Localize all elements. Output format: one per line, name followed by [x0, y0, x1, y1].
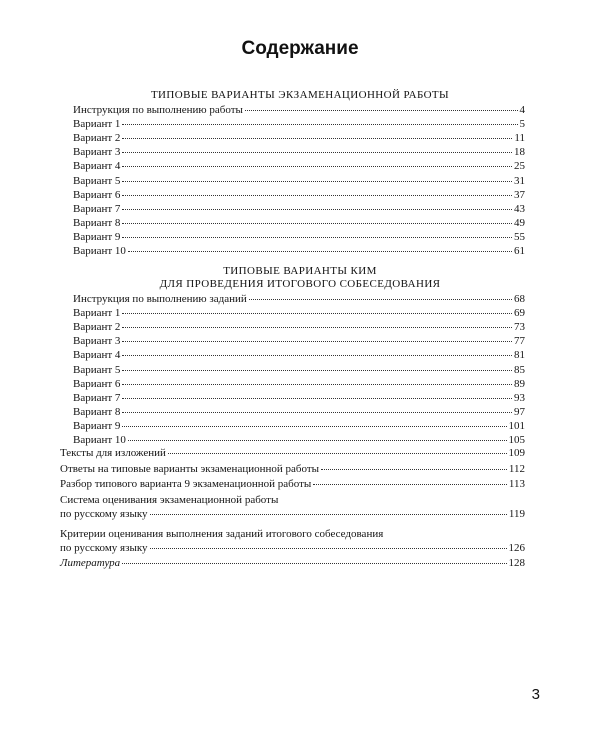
leader-dots: [128, 440, 507, 441]
section1-entry: [73, 104, 525, 117]
criteria-entry-page: 126: [508, 542, 525, 554]
leader-dots: [122, 398, 512, 399]
criteria-entry-line1: Критерии оценивания выполнения заданий итогового собеседования: [60, 528, 384, 540]
leader-dots: [122, 341, 512, 342]
section1-entry-page: 43: [514, 202, 525, 215]
section1-entry-label: Вариант 4: [73, 160, 121, 173]
system-entry-line2: по русскому языку: [60, 508, 148, 520]
leader-dots: [245, 110, 518, 111]
leader-dots: [122, 370, 512, 371]
section1-entry-page: 61: [514, 245, 525, 257]
system-entry-page: 119: [508, 508, 525, 520]
leader-dots: [122, 152, 512, 153]
section2-entry-page: 97: [514, 405, 525, 418]
section2-entry: [73, 307, 525, 320]
leader-dots: [122, 209, 512, 210]
section1-entry: [73, 146, 525, 159]
section1-entry-label: Вариант 7: [73, 202, 121, 215]
leader-dots: [122, 426, 506, 427]
leader-dots: [122, 223, 512, 224]
section1-entry-label: Вариант 9: [73, 230, 121, 243]
section2-entry-label: Инструкция по выполнению заданий: [73, 293, 247, 305]
literature-page: 128: [508, 557, 525, 569]
section2-entry: [73, 378, 525, 391]
section1-entry: [73, 245, 525, 258]
section1-entry: [73, 203, 525, 216]
section2-entry: [73, 349, 525, 362]
section1-entry-label: Вариант 3: [73, 146, 121, 159]
section1-heading: [60, 89, 540, 102]
section1-entry-label: Вариант 2: [73, 132, 121, 145]
section2-entry-label: Вариант 2: [73, 321, 121, 334]
leader-dots: [122, 237, 512, 238]
section2-entry: [73, 392, 525, 405]
section2-entry-page: 105: [508, 434, 525, 446]
section2-entry: [73, 293, 525, 306]
section1-entry: [73, 231, 525, 244]
section2-entry: [73, 364, 525, 377]
leader-dots: [313, 484, 507, 485]
section2-entry: [73, 420, 525, 433]
misc-entry-page: 112: [508, 462, 525, 475]
section1-entry-page: 49: [514, 216, 525, 229]
section1-entry-page: 11: [514, 132, 525, 145]
section2-heading-line2: ДЛЯ ПРОВЕДЕНИЯ ИТОГОВОГО СОБЕСЕДОВАНИЯ: [159, 278, 441, 290]
section1-entry: [73, 160, 525, 173]
criteria-entry-line2: по русскому языку: [60, 542, 148, 554]
misc-entry-label: Ответы на типовые варианты экзаменационной работы: [60, 462, 320, 475]
section2-entry-label: Вариант 4: [73, 349, 121, 362]
section2-entry-label: Вариант 10: [73, 434, 126, 446]
section1-entry-page: 4: [519, 104, 525, 116]
section1-entry-page: 55: [514, 230, 525, 243]
section1-entry-page: 25: [514, 160, 525, 173]
leader-dots: [122, 181, 512, 182]
section2-entry-page: 81: [514, 349, 525, 362]
section1-entry: [73, 217, 525, 230]
leader-dots: [168, 453, 507, 454]
section1-heading-text: ТИПОВЫЕ ВАРИАНТЫ ЭКЗАМЕНАЦИОННОЙ РАБОТЫ: [150, 89, 450, 101]
leader-dots: [122, 138, 512, 139]
leader-dots: [122, 384, 512, 385]
section1-entry-label: Вариант 8: [73, 216, 121, 229]
section2-entry-label: Вариант 8: [73, 405, 121, 418]
misc-entry-label: Тексты для изложений: [60, 447, 166, 459]
leader-dots: [122, 195, 512, 196]
section1-entry: [73, 189, 525, 202]
section2-entry: [73, 335, 525, 348]
section1-entry-page: 5: [519, 118, 525, 131]
section2-entry-label: Вариант 6: [73, 377, 121, 390]
section1-entry-page: 37: [514, 188, 525, 201]
leader-dots: [122, 412, 512, 413]
leader-dots: [122, 166, 512, 167]
literature-entry: [60, 557, 525, 570]
section2-entry-label: Вариант 9: [73, 419, 121, 432]
section2-entry-page: 69: [514, 307, 525, 320]
leader-dots: [122, 355, 512, 356]
section1-entry-label: Инструкция по выполнению работы: [73, 104, 243, 116]
section1-entry-label: Вариант 10: [73, 245, 126, 257]
criteria-entry: [60, 542, 525, 555]
section2-entry-page: 93: [514, 391, 525, 404]
section2-entry-page: 101: [508, 419, 525, 432]
section1-entry: [73, 175, 525, 188]
leader-dots: [122, 124, 517, 125]
system-entry: [60, 508, 525, 521]
leader-dots: [249, 299, 512, 300]
section2-entry: [73, 406, 525, 419]
misc-entry: [60, 463, 525, 476]
system-entry-line1: Система оценивания экзаменационной работы: [60, 494, 279, 506]
section2-heading: [60, 265, 540, 291]
misc-entry-page: 109: [508, 447, 525, 459]
section1-entry: [73, 132, 525, 145]
leader-dots: [150, 548, 507, 549]
section1-entry: [73, 118, 525, 131]
section2-entry-page: 68: [514, 293, 525, 305]
misc-entry-label: Разбор типового варианта 9 экзаменационной работы: [60, 478, 312, 491]
misc-entry: [60, 478, 525, 491]
section1-entry-label: Вариант 6: [73, 188, 121, 201]
page-number: 3: [531, 686, 540, 703]
leader-dots: [122, 313, 512, 314]
section2-entry-page: 85: [514, 363, 525, 376]
section2-entry-label: Вариант 1: [73, 307, 121, 320]
section2-entry-label: Вариант 7: [73, 391, 121, 404]
leader-dots: [128, 251, 512, 252]
section2-entry-page: 73: [514, 321, 525, 334]
leader-dots: [122, 563, 506, 564]
misc-entry-page: 113: [508, 478, 525, 491]
section1-entry-label: Вариант 5: [73, 174, 121, 187]
section2-entry-page: 89: [514, 377, 525, 390]
section2-entry-page: 77: [514, 335, 525, 348]
page-title: Содержание: [241, 38, 359, 59]
section1-entry-page: 18: [514, 146, 525, 159]
literature-label: Литература: [60, 557, 121, 569]
section1-entry-label: Вариант 1: [73, 118, 121, 131]
section1-entry-page: 31: [514, 174, 525, 187]
leader-dots: [150, 514, 507, 515]
section2-heading-line1: ТИПОВЫЕ ВАРИАНТЫ КИМ: [223, 265, 377, 277]
leader-dots: [122, 327, 512, 328]
section2-entry-label: Вариант 5: [73, 363, 121, 376]
leader-dots: [321, 469, 507, 470]
misc-entry: [60, 447, 525, 460]
section2-entry-label: Вариант 3: [73, 335, 121, 348]
section2-entry: [73, 434, 525, 447]
section2-entry: [73, 321, 525, 334]
